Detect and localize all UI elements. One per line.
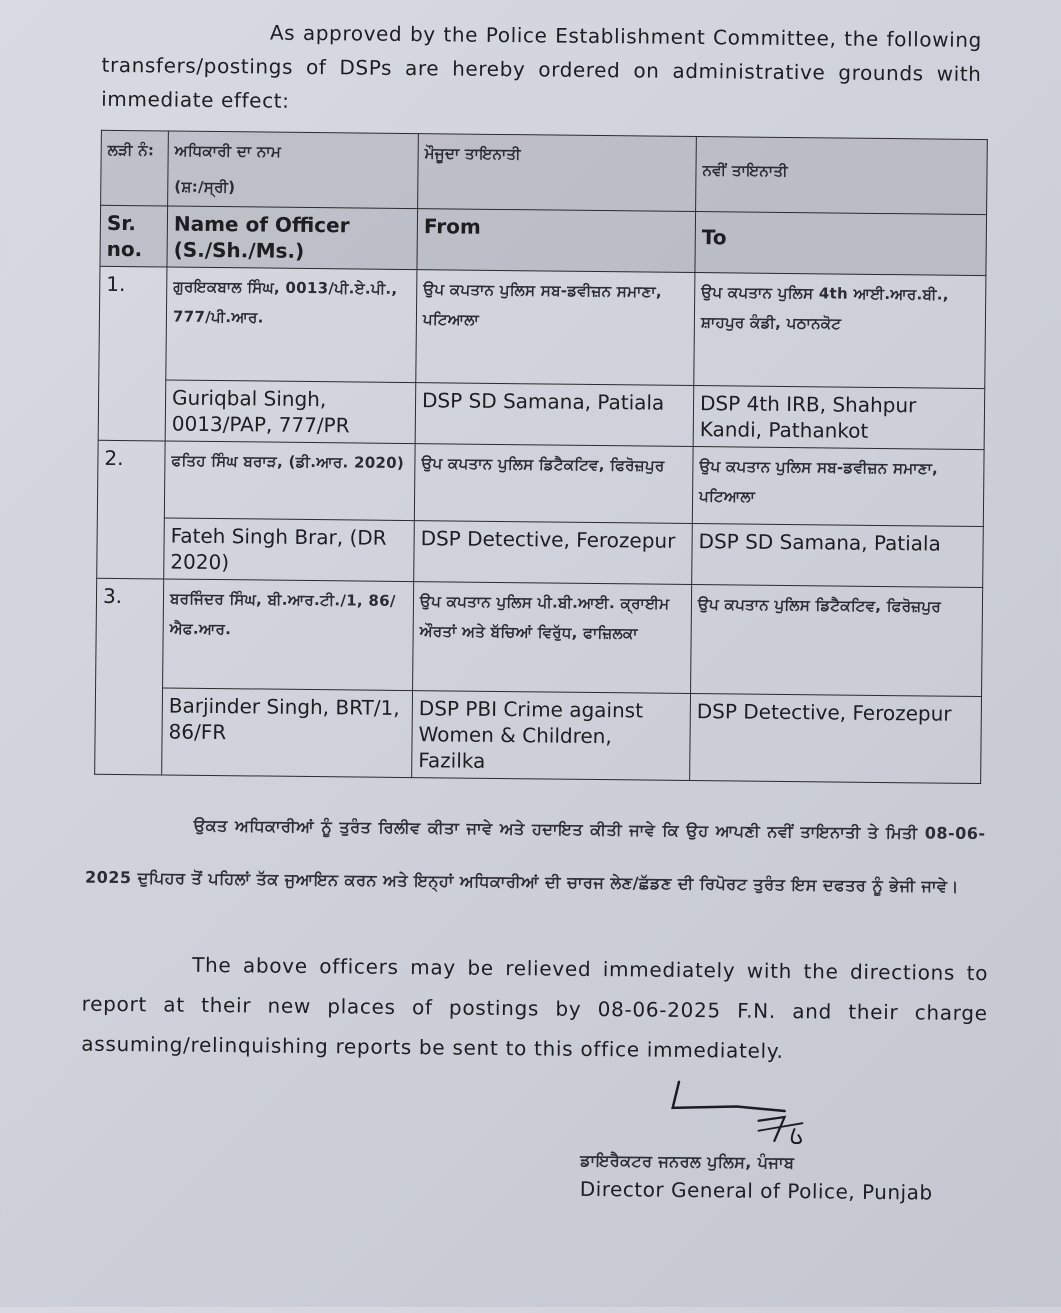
row-sr: 1. <box>98 266 167 441</box>
row-sr: 3. <box>95 578 164 775</box>
row-to-pa: ਉਪ ਕਪਤਾਨ ਪੁਲਿਸ ਡਿਟੈਕਟਿਵ, ਫਿਰੋਜ਼ਪੁਰ <box>691 585 983 697</box>
table-row <box>99 266 986 388</box>
header-name-pa <box>168 131 419 209</box>
row-from-en: DSP SD Samana, Patiala <box>415 383 694 447</box>
table-row <box>97 517 984 587</box>
row-to-en: DSP Detective, Ferozepur <box>690 694 982 784</box>
row-name-en: Barjinder Singh, BRT/1, 86/FR <box>162 688 413 778</box>
header-sr-pa: ਲੜੀ ਨੰ: <box>101 130 169 206</box>
row-from-pa: ਉਪ ਕਪਤਾਨ ਪੁਲਿਸ ਪੀ.ਬੀ.ਆਈ. ਕ੍ਰਾਈਮ ਔਰਤਾਂ ਅਤੇ ਬੱਚਿਆਂ ਵਿਰੁੱਧ, ਫਾਜ਼ਿਲਕਾ <box>413 582 692 694</box>
header-to-pa: ਨਵੀਂ ਤਾਇਨਾਤੀ <box>696 137 988 215</box>
header-name-en: Name of Officer (S./Sh./Ms.) <box>167 206 418 270</box>
signatory-title-pa: ਡਾਇਰੈਕਟਰ ਜਨਰਲ ਪੁਲਿਸ, ਪੰਜਾਬ <box>580 1150 795 1173</box>
punjabi-paragraph: ਉਕਤ ਅਧਿਕਾਰੀਆਂ ਨੂੰ ਤੁਰੰਤ ਰਿਲੀਵ ਕੀਤਾ ਜਾਵੇ ਅਤੇ ਹਦਾਇਤ ਕੀਤੀ ਜਾਵੇ ਕਿ ਉਹ ਆਪਣੀ ਨਵੀਂ ਤਾਇਨਾਤੀ ਤੇ ਮਿਤੀ 08-06-2025 ਦੁਪਿਹਰ ਤੋਂ ਪਹਿਲਾਂ ਤੱਕ ਜੁਆਇਨ ਕਰਨ ਅਤੇ ਇਨ੍ਹਾਂ ਅਧਿਕਾਰੀਆਂ ਦੀ ਚਾਰਜ ਲੇਣ/ਛੱਡਣ ਦੀ ਰਿਪੋਰਟ ਤੁਰੰਤ ਇਸ ਦਫਤਰ ਨੂੰ ਭੇਜੀ ਜਾਵੇ। <box>84 815 986 896</box>
row-to-pa: ਉਪ ਕਪਤਾਨ ਪੁਲਿਸ 4th ਆਈ.ਆਰ.ਬੀ., ਸ਼ਾਹਪੁਰ ਕੰਡੀ, ਪਠਾਨਕੋਟ <box>694 273 986 389</box>
header-from-pa: ਮੌਜੂਦਾ ਤਾਇਨਾਤੀ <box>418 134 697 212</box>
row-from-en: DSP Detective, Ferozepur <box>414 521 693 585</box>
row-to-en: DSP SD Samana, Patiala <box>692 524 984 588</box>
header-name-pa-text: ਅਧਿਕਾਰੀ ਦਾ ਨਾਮ <box>174 141 282 161</box>
row-name-en: Guriqbal Singh, 0013/PAP, 777/PR <box>165 380 416 444</box>
signature-mark <box>666 1072 827 1154</box>
header-name-pa-sub: (ਸ਼:/ਸ੍ਰੀ) <box>174 177 236 197</box>
row-name-pa: ਫਤਿਹ ਸਿੰਘ ਬਰਾੜ, (ਡੀ.ਆਰ. 2020) <box>164 441 415 521</box>
table-row <box>97 440 984 526</box>
table-row <box>95 687 982 783</box>
row-to-pa: ਉਪ ਕਪਤਾਨ ਪੁਲਿਸ ਸਬ-ਡਵੀਜ਼ਨ ਸਮਾਣਾ, ਪਟਿਆਲਾ <box>692 447 984 527</box>
intro-paragraph: As approved by the Police Establishment Committee, the following transfers/postings of DSPs are hereby ordered on administrative grounds with immediate effect: <box>101 20 983 113</box>
row-name-en: Fateh Singh Brar, (DR 2020) <box>164 518 415 582</box>
header-sr-en: Sr. no. <box>100 205 168 267</box>
header-to-en: To <box>695 212 987 276</box>
table-header-english <box>100 205 987 275</box>
header-from-en: From <box>417 209 696 273</box>
row-sr: 2. <box>97 440 165 579</box>
signatory-title-en: Director General of Police, Punjab <box>579 1176 933 1205</box>
row-from-en: DSP PBI Crime against Women & Children, Fazilka <box>412 691 691 781</box>
row-to-en: DSP 4th IRB, Shahpur Kandi, Pathankot <box>693 386 985 450</box>
row-name-pa: ਗੁਰਇਕਬਾਲ ਸਿੰਘ, 0013/ਪੀ.ਏ.ਪੀ., 777/ਪੀ.ਆਰ. <box>166 267 417 383</box>
table-row <box>96 578 983 696</box>
table-row <box>98 379 985 449</box>
row-from-pa: ਉਪ ਕਪਤਾਨ ਪੁਲਿਸ ਡਿਟੈਕਟਿਵ, ਫਿਰੋਜ਼ਪੁਰ <box>414 444 693 524</box>
row-name-pa: ਬਰਜਿੰਦਰ ਸਿੰਘ, ਬੀ.ਆਰ.ਟੀ./1, 86/ਐਫ.ਆਰ. <box>163 579 414 691</box>
table-header-punjabi <box>101 130 988 214</box>
transfer-table <box>94 130 988 784</box>
closing-paragraph: The above officers may be relieved immediately with the directions to report at their new places of postings by 08-06-2025 F.N. and their charge assuming/relinquishing reports be sent to this office immediately. <box>81 952 989 1063</box>
row-from-pa: ਉਪ ਕਪਤਾਨ ਪੁਲਿਸ ਸਬ-ਡਵੀਜ਼ਨ ਸਮਾਣਾ, ਪਟਿਆਲਾ <box>416 270 695 386</box>
